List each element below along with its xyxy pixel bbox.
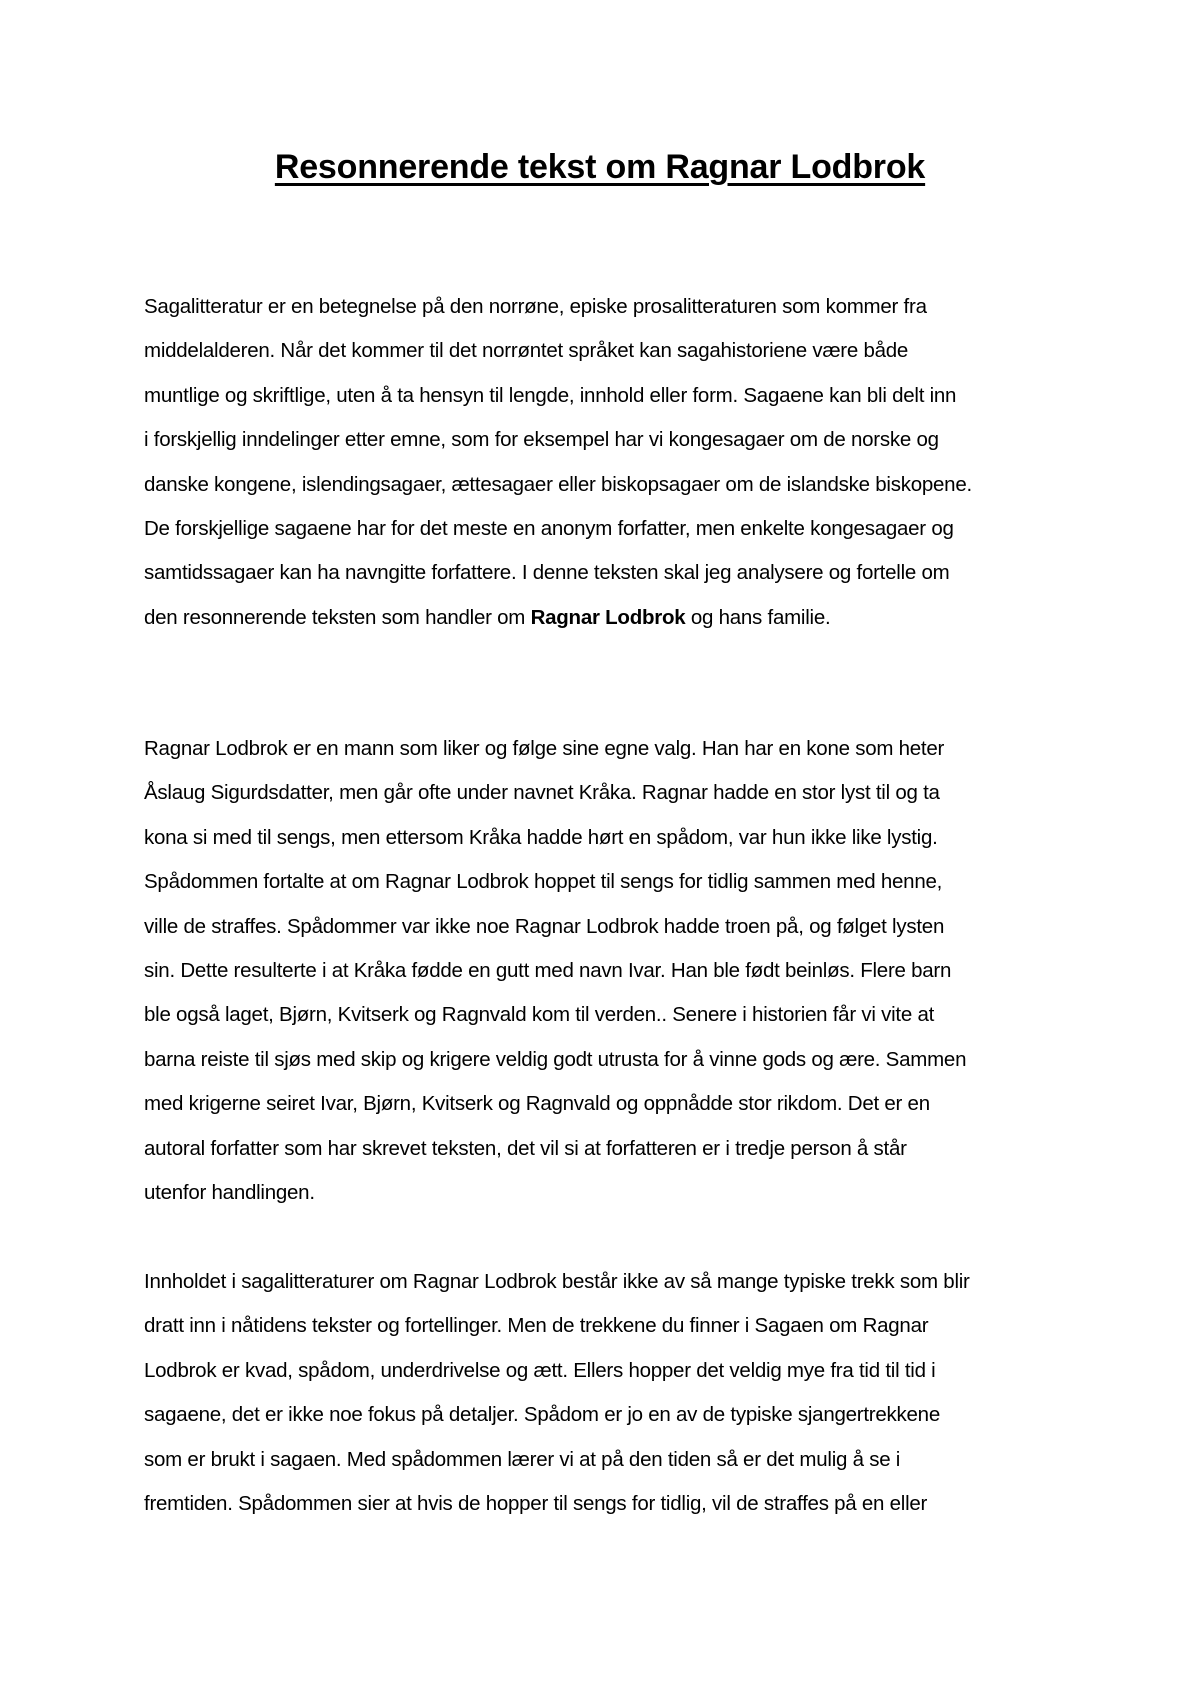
text-line: med krigerne seiret Ivar, Bjørn, Kvitserk og Ragnvald og oppnådde stor rikdom. Det er en — [144, 1092, 930, 1116]
text-line: middelalderen. Når det kommer til det norrøntet språket kan sagahistoriene være både — [144, 339, 909, 363]
text-line: muntlige og skriftlige, uten å ta hensyn til lengde, innhold eller form. Sagaene kan bli delt inn — [144, 383, 957, 407]
paragraph-intro — [144, 285, 1084, 640]
text-line: Åslaug Sigurdsdatter, men går ofte under navnet Kråka. Ragnar hadde en stor lyst til og ta — [144, 781, 940, 805]
text-line: kona si med til sengs, men ettersom Kråka hadde hørt en spådom, var hun ikke like lystig. — [144, 825, 938, 849]
text-line: ville de straffes. Spådommer var ikke noe Ragnar Lodbrok hadde troen på, og følget lysten — [144, 914, 945, 938]
text-line: som er brukt i sagaen. Med spådommen lærer vi at på den tiden så er det mulig å se i — [144, 1447, 901, 1471]
text-line: barna reiste til sjøs med skip og krigere veldig godt utrusta for å vinne gods og ære. Sammen — [144, 1047, 967, 1071]
paragraph-analysis — [144, 1260, 1084, 1526]
text-line: De forskjellige sagaene har for det meste en anonym forfatter, men enkelte kongesagaer og — [144, 516, 954, 540]
text-line: Sagalitteratur er en betegnelse på den norrøne, episke prosalitteraturen som kommer fra — [144, 295, 927, 318]
text-line: dratt inn i nåtidens tekster og fortellinger. Men de trekkene du finner i Sagaen om Ragnar — [144, 1314, 929, 1338]
text-segment: og hans familie. — [685, 605, 831, 629]
text-line: danske kongene, islendingsagaer, ættesagaer eller biskopsagaer om de islandske biskopene. — [144, 472, 972, 496]
text-line: Lodbrok er kvad, spådom, underdrivelse og ætt. Ellers hopper det veldig mye fra tid til tid i — [144, 1358, 936, 1382]
text-line: autoral forfatter som har skrevet teksten, det vil si at forfatteren er i tredje person å står — [144, 1136, 907, 1160]
text-line: i forskjellig inndelinger etter emne, som for eksempel har vi kongesagaer om de norske og — [144, 428, 939, 452]
text-line: ble også laget, Bjørn, Kvitserk og Ragnvald kom til verden.. Senere i historien får vi vite at — [144, 1003, 935, 1027]
text-segment: den resonnerende teksten som handler om — [144, 605, 531, 629]
text-line: Spådommen fortalte at om Ragnar Lodbrok hoppet til sengs for tidlig sammen med henne, — [144, 870, 943, 894]
text-line — [144, 596, 1084, 640]
text-line: fremtiden. Spådommen sier at hvis de hopper til sengs for tidlig, vil de straffes på en eller — [144, 1491, 928, 1515]
text-line: utenfor handlingen. — [144, 1180, 315, 1204]
bold-name-ragnar-lodbrok: Ragnar Lodbrok — [530, 605, 686, 629]
text-line: Innholdet i sagalitteraturer om Ragnar Lodbrok består ikke av så mange typiske trekk som blir — [144, 1270, 970, 1293]
text-line: sin. Dette resulterte i at Kråka fødde en gutt med navn Ivar. Han ble født beinløs. Flere barn — [144, 958, 952, 982]
text-line: samtidssagaer kan ha navngitte forfattere. I denne teksten skal jeg analysere og fortelle om — [144, 561, 950, 585]
text-line: sagaene, det er ikke noe fokus på detaljer. Spådom er jo en av de typiske sjangertrekkene — [144, 1403, 940, 1427]
text-line: Ragnar Lodbrok er en mann som liker og følge sine egne valg. Han har en kone som heter — [144, 737, 945, 760]
paragraph-story — [144, 727, 1084, 1215]
document-title: Resonnerende tekst om Ragnar Lodbrok — [274, 148, 926, 186]
